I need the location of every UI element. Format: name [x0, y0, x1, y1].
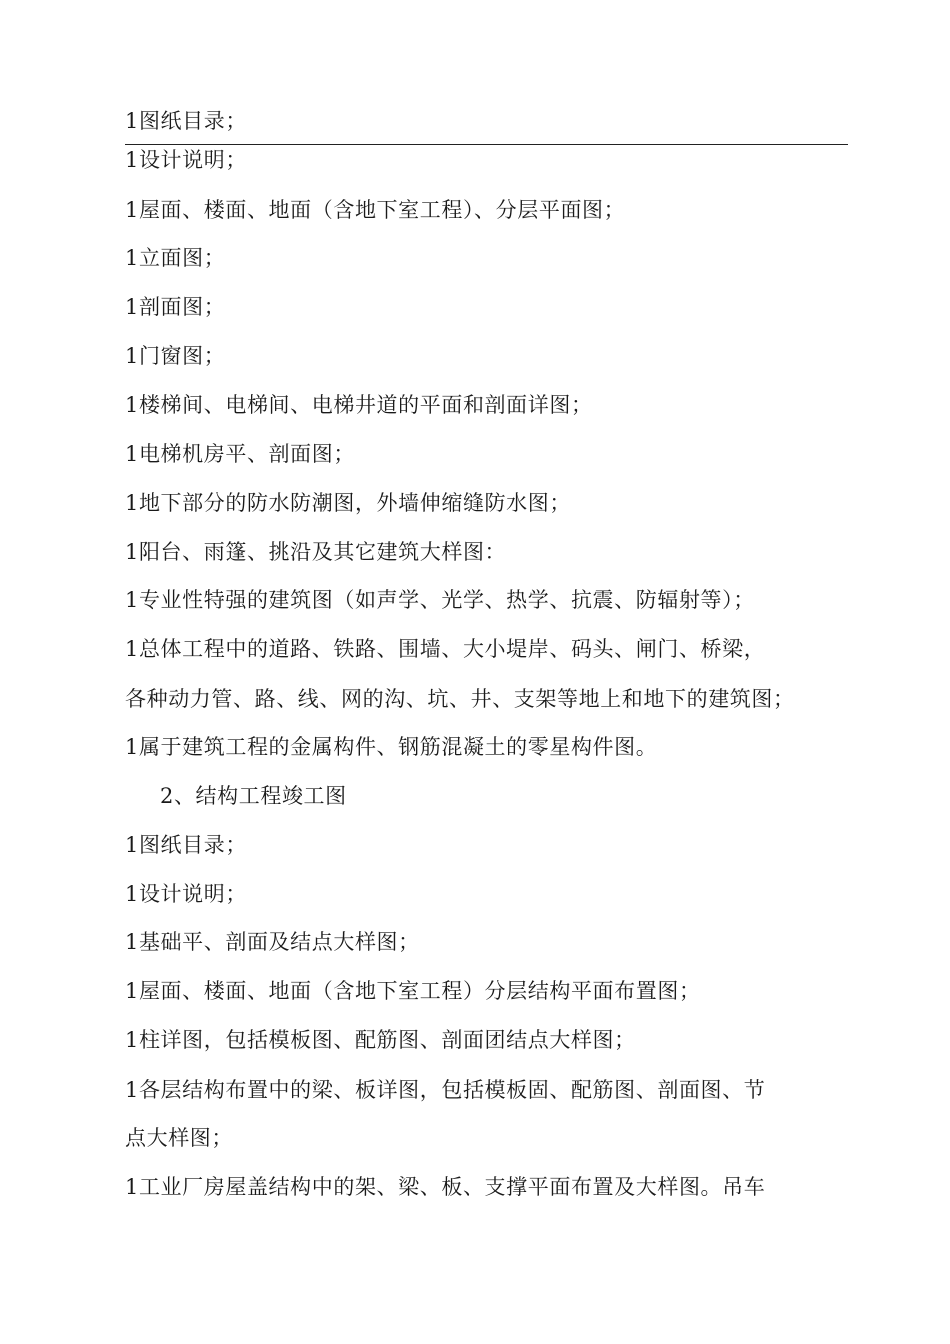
list-item: 1屋面、楼面、地面（含地下室工程）分层结构平面布置图； — [125, 979, 701, 1003]
list-item-continuation: 各种动力管、路、线、网的沟、坑、井、支架等地上和地下的建筑图； — [125, 687, 795, 711]
list-item: 1图纸目录； — [125, 833, 247, 857]
list-item: 1属于建筑工程的金属构件、钢筋混凝土的零星构件图。 — [125, 735, 658, 759]
list-item: 1门窗图； — [125, 344, 226, 368]
list-item: 1设计说明； — [125, 148, 247, 172]
list-item: 1各层结构布置中的梁、板详图，包括模板固、配筋图、剖面图、节 — [125, 1078, 766, 1102]
list-item: 1工业厂房屋盖结构中的架、梁、板、支撑平面布置及大样图。吊车 — [125, 1175, 766, 1199]
list-item: 1总体工程中的道路、铁路、围墙、大小堤岸、码头、闸门、桥梁， — [125, 637, 766, 661]
list-item: 1楼梯间、电梯间、电梯井道的平面和剖面详图； — [125, 393, 593, 417]
list-item: 1电梯机房平、剖面图； — [125, 442, 355, 466]
list-item: 1专业性特强的建筑图（如声学、光学、热学、抗震、防辐射等）； — [125, 588, 755, 612]
list-item: 1地下部分的防水防潮图，外墙伸缩缝防水图； — [125, 491, 571, 515]
list-item: 1剖面图； — [125, 295, 226, 319]
list-item: 1设计说明； — [125, 882, 247, 906]
list-item: 1基础平、剖面及结点大样图； — [125, 930, 420, 954]
list-item: 1图纸目录； — [125, 109, 247, 133]
list-item-continuation: 点大样图； — [125, 1126, 233, 1150]
list-item: 1阳台、雨篷、挑沿及其它建筑大样图： — [125, 540, 507, 564]
list-item: 1立面图； — [125, 246, 226, 270]
list-item: 1柱详图，包括模板图、配筋图、剖面团结点大样图； — [125, 1028, 636, 1052]
list-item: 1屋面、楼面、地面（含地下室工程）、分层平面图； — [125, 198, 626, 222]
section-heading: 2、结构工程竣工图 — [160, 784, 347, 808]
